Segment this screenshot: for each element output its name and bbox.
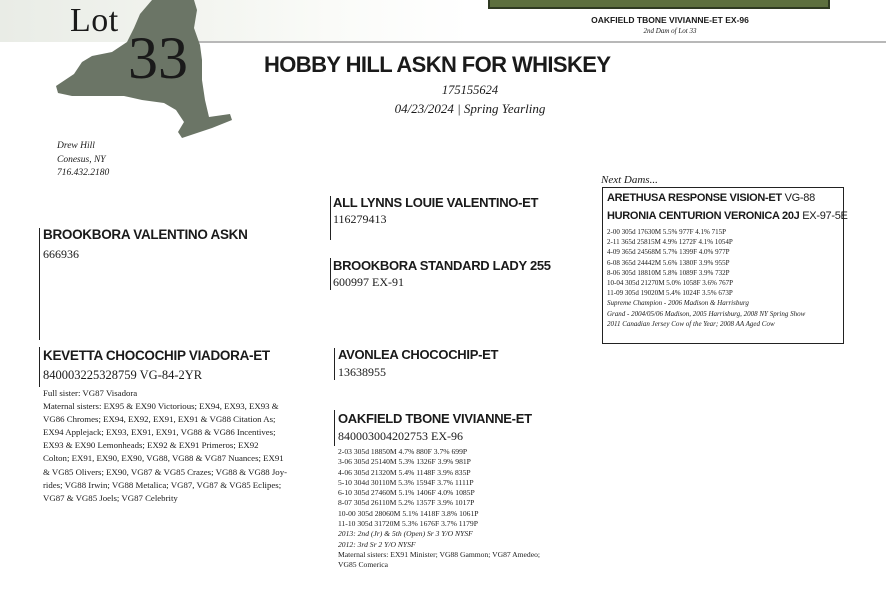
production-record: 5-10 304d 30110M 5.3% 1594F 3.7% 1111P — [338, 477, 474, 487]
dam-dam-maternal-sisters: Maternal sisters: EX91 Minister; VG88 Gammon; VG87 Amedeo; VG85 Comerica — [338, 549, 540, 570]
sire-sire-reg: 116279413 — [333, 212, 387, 226]
animal-name: HOBBY HILL ASKN FOR WHISKEY — [264, 52, 611, 77]
show-award: Supreme Champion - 2006 Madison & Harrisburg — [607, 299, 749, 308]
production-record: 2-03 305d 18850M 4.7% 880F 3.7% 699P — [338, 447, 468, 456]
pedigree-line-sire — [39, 228, 40, 340]
dam-reg: 840003225328759 VG-84-2YR — [43, 368, 203, 382]
animal-registration: 175155624 — [441, 83, 499, 97]
pedigree-line-dam-dam — [334, 410, 335, 446]
pedigree-line-dam — [39, 347, 40, 387]
pedigree-line-dam-sire — [334, 348, 335, 380]
sire-sire-name: ALL LYNNS LOUIE VALENTINO-ET — [333, 195, 539, 210]
consignor-location: Conesus, NY — [57, 155, 106, 165]
show-award: 2013: 2nd (Jr) & 5th (Open) Sr 3 Y/O NYSF — [338, 529, 473, 539]
dam-dam-name: OAKFIELD TBONE VIVIANNE-ET — [338, 411, 532, 426]
show-award: 2012: 3rd Sr 2 Y/O NYSF — [338, 539, 416, 549]
third-dam-name: ARETHUSA RESPONSE VISION-ET — [607, 192, 782, 204]
third-dam-score: VG-88 — [784, 192, 815, 204]
production-record: 6-10 305d 27460M 5.1% 1406F 4.0% 1085P — [338, 488, 475, 498]
production-record: 4-09 365d 24568M 5.7% 1399F 4.0% 977P — [607, 248, 730, 257]
consignor-phone: 716.432.2180 — [57, 168, 110, 178]
dam-sire-name: AVONLEA CHOCOCHIP-ET — [338, 347, 499, 362]
production-record: 6-08 365d 24442M 5.6% 1380F 3.9% 955P — [607, 258, 730, 267]
dam-sire-reg: 13638955 — [338, 365, 386, 379]
sire-dam-reg: 600997 EX-91 — [333, 275, 404, 289]
dam-dam-records — [338, 447, 540, 571]
animal-birthdate-class: 04/23/2024 | Spring Yearling — [394, 101, 546, 116]
show-award: Grand - 2004/05/06 Madison, 2005 Harrisburg, 2008 NY Spring Show — [607, 309, 806, 318]
production-record: 8-06 305d 18810M 5.8% 1089F 3.9% 732P — [607, 268, 730, 277]
pedigree-line-sire-sire — [330, 196, 331, 240]
photo-caption: OAKFIELD TBONE VIVIANNE-ET EX-96 — [591, 15, 749, 25]
fourth-dam-score: EX-97-5E — [802, 210, 848, 222]
production-record: 2-11 365d 25815M 4.9% 1272F 4.1% 1054P — [607, 238, 733, 247]
production-record: 4-06 305d 21320M 5.4% 1148F 3.9% 835P — [338, 467, 471, 477]
third-dam — [607, 192, 815, 204]
lot-label: Lot — [70, 2, 119, 39]
production-record: 10-04 305d 21270M 5.0% 1058F 3.6% 767P — [607, 279, 734, 288]
fourth-dam-name: HURONIA CENTURION VERONICA 20J — [607, 210, 800, 222]
photo-subcaption: 2nd Dam of Lot 33 — [643, 27, 697, 35]
fourth-dam — [607, 210, 848, 222]
header-rule — [186, 41, 886, 43]
header-photo — [488, 0, 830, 9]
production-record: 2-00 305d 17630M 5.5% 977F 4.1% 715P — [607, 228, 727, 236]
dam-notes: Full sister: VG87 Visadora Maternal sisters: EX95 & EX90 Victorious; EX94, EX93, EX93 & VG86 Chromes; EX94, EX92, EX91, EX91 & VG88 Citation As; EX94 Applejack; EX93, EX91, EX91, VG88 & VG86 Incentives; EX93 & EX90 Lemonheads; EX92 & EX91 Primeros; EX92 Colton; EX91, EX90, EX90, VG88, VG88 & VG87 Nuances; EX91 & VG85 Olivers; EX90, VG87 & VG85 Crazes; VG88 & VG88 Joy- rides; VG88 Irwin; VG88 Metalica; VG87, VG87 & VG85 Eclipes; VG87 & VG85 Joels; VG87 Celebrity — [43, 388, 288, 503]
production-record: 8-07 305d 26110M 5.2% 1357F 3.9% 1017P — [338, 498, 475, 508]
production-record: 10-00 305d 28060M 5.1% 1418F 3.8% 1061P — [338, 508, 479, 518]
production-record: 11-10 305d 31720M 5.3% 1676F 3.7% 1179P — [338, 519, 478, 529]
pedigree-line-sire-dam — [330, 258, 331, 290]
sire-dam-name: BROOKBORA STANDARD LADY 255 — [333, 258, 551, 273]
sire-name: BROOKBORA VALENTINO ASKN — [43, 227, 248, 242]
production-record: 11-09 305d 19020M 5.4% 1024F 3.5% 673P — [607, 289, 733, 298]
dam-name: KEVETTA CHOCOCHIP VIADORA-ET — [43, 348, 270, 363]
show-award: 2011 Canadian Jersey Cow of the Year; 2008 AA Aged Cow — [607, 319, 775, 328]
consignor-name: Drew Hill — [57, 141, 95, 151]
next-dams-label: Next Dams... — [601, 174, 658, 186]
production-record: 3-06 305d 25140M 5.3% 1326F 3.9% 981P — [338, 457, 471, 467]
fourth-dam-records — [607, 227, 805, 329]
dam-dam-reg: 840003004202753 EX-96 — [338, 429, 463, 443]
sire-reg: 666936 — [43, 247, 79, 261]
lot-number: 33 — [128, 25, 188, 91]
